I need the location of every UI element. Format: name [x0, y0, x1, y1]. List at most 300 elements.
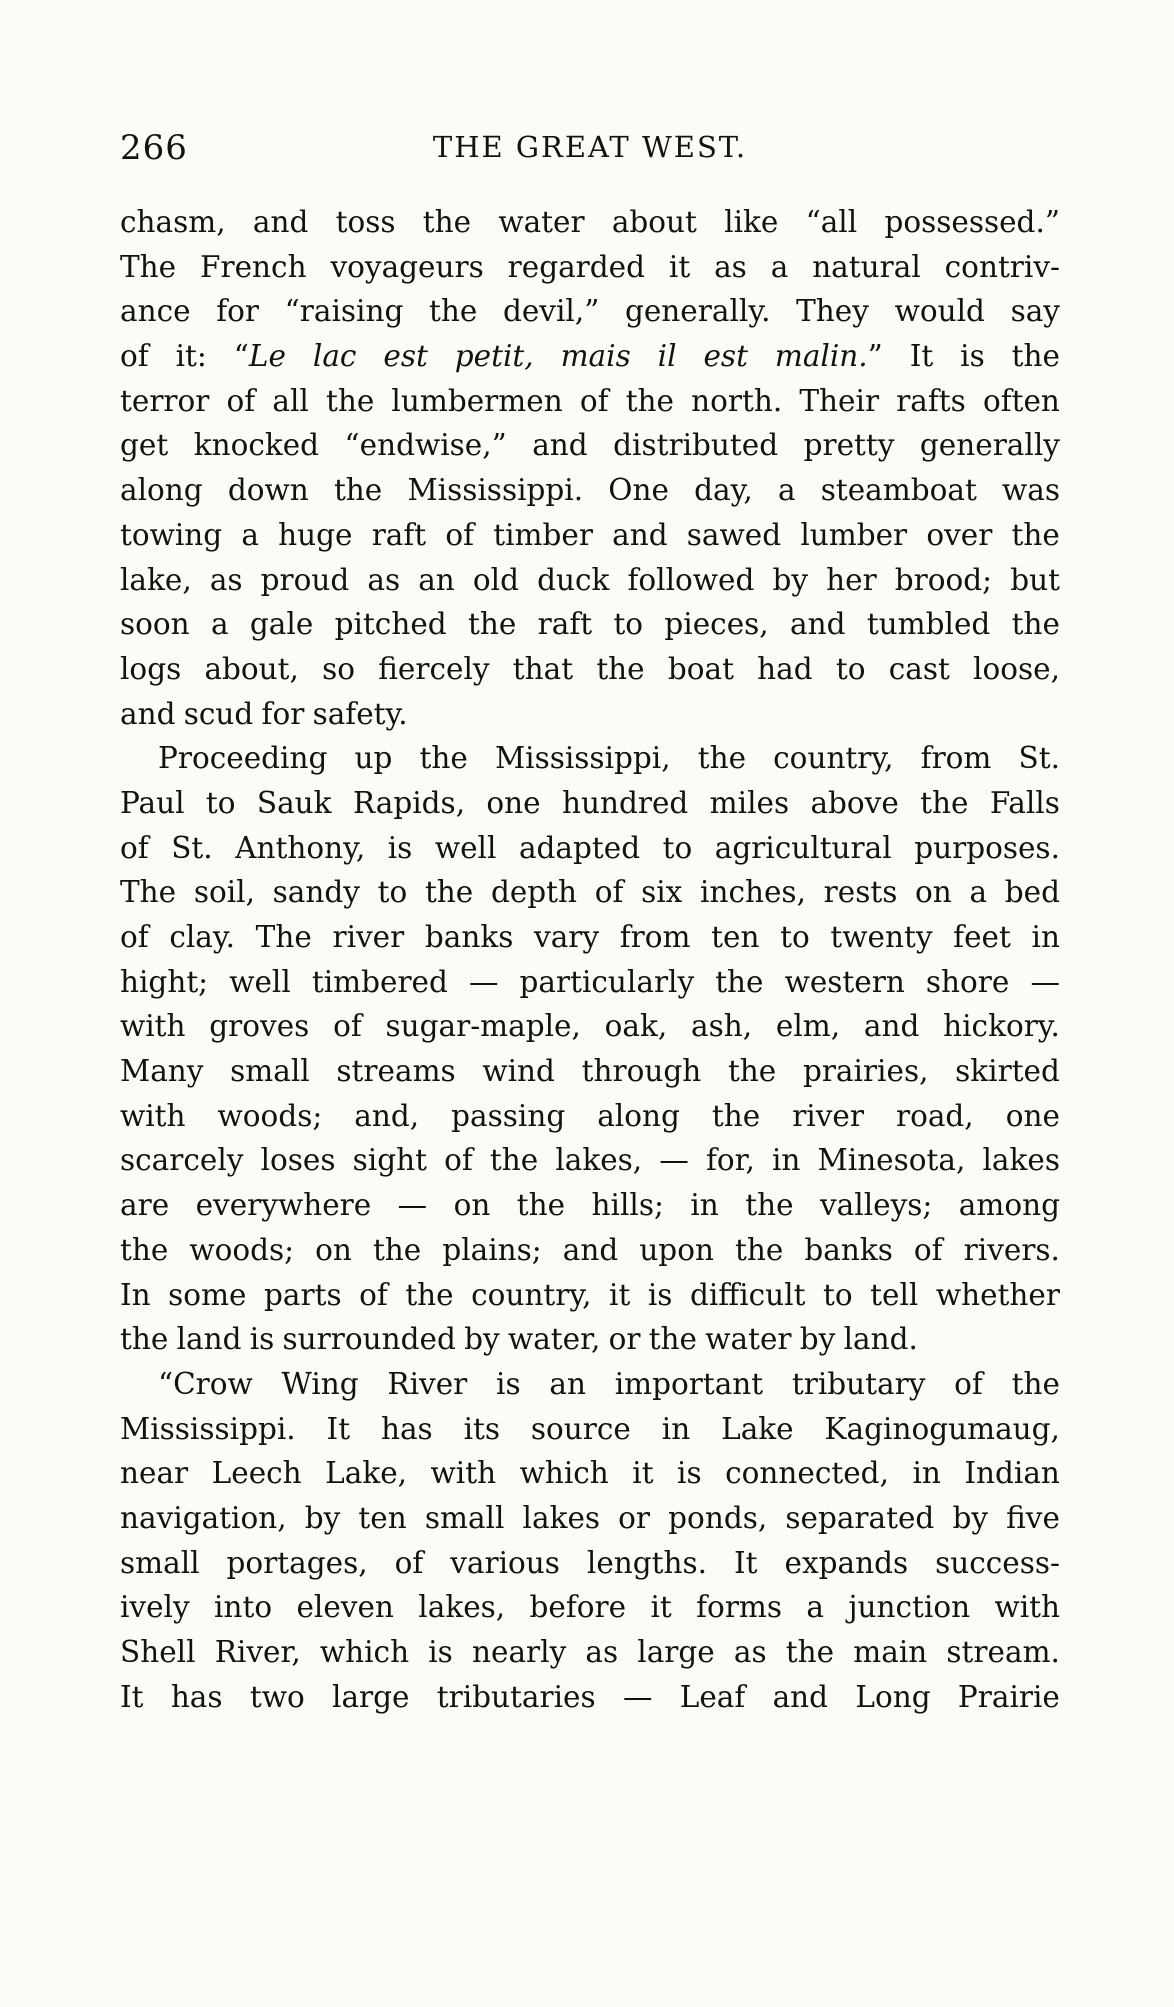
word: ponds, [668, 1500, 768, 1535]
word: Their [799, 383, 880, 418]
text-line [120, 245, 1060, 290]
word: hundred [561, 785, 689, 820]
text-line [120, 200, 1060, 245]
text-line [120, 289, 1060, 334]
word: important [614, 1366, 764, 1401]
text-line [120, 1094, 1060, 1139]
word: a [777, 473, 796, 508]
word: the [468, 607, 517, 642]
word: the [1011, 1366, 1060, 1401]
word: the [424, 875, 474, 910]
text-line [120, 781, 1060, 826]
word: generally. [624, 294, 771, 329]
word: clay. [169, 920, 236, 954]
running-title: THE GREAT WEST. [432, 130, 748, 164]
word: above [810, 785, 899, 820]
word: “Le [233, 339, 286, 374]
word: portages, [226, 1545, 368, 1580]
word: towing [120, 517, 223, 552]
text-line [120, 1451, 1060, 1496]
text-line [120, 1183, 1060, 1228]
word: with [430, 1456, 497, 1491]
word: various [450, 1545, 560, 1580]
word: proud [260, 562, 350, 597]
word: main [853, 1635, 928, 1669]
text-line [120, 1630, 1060, 1675]
word: the [333, 473, 383, 508]
word: woods; [189, 1232, 295, 1267]
text-line [120, 1362, 1060, 1407]
word: near [120, 1456, 189, 1491]
word: St. [1018, 741, 1060, 776]
word: lakes, [555, 1143, 643, 1178]
word: to [662, 830, 693, 865]
word: country, [773, 741, 894, 776]
word: It [734, 1545, 758, 1580]
word: and [612, 517, 668, 552]
word: Wing [281, 1366, 359, 1401]
word: ten [711, 920, 760, 954]
word: the [120, 1322, 169, 1357]
word: to [205, 785, 236, 820]
italic-word: mais [560, 339, 631, 374]
word: and [772, 1679, 829, 1714]
word: twenty [830, 920, 933, 954]
word: to [823, 1277, 853, 1312]
word: bed [1004, 875, 1060, 910]
word: river [332, 920, 405, 954]
word: of [120, 920, 149, 954]
word: is [249, 1322, 275, 1357]
word: possessed.” [884, 205, 1060, 239]
word: by [304, 1500, 341, 1535]
word: one [486, 785, 541, 820]
word: — [622, 1679, 653, 1714]
word: some [168, 1277, 247, 1312]
word: Leaf [679, 1679, 746, 1714]
word: whether [935, 1277, 1060, 1312]
text-line [120, 334, 1060, 379]
word: sugar-maple, [385, 1009, 581, 1044]
word: ten [358, 1500, 407, 1535]
text-line [120, 870, 1060, 915]
word: water, [507, 1322, 601, 1357]
word: by [952, 1500, 988, 1535]
word: like [724, 205, 779, 239]
word: lakes [522, 1500, 601, 1535]
word: stream. [946, 1635, 1060, 1669]
word: the [120, 1232, 169, 1267]
text-line [120, 423, 1060, 468]
word: valleys; [820, 1188, 933, 1223]
word: a [770, 249, 789, 284]
text-line [120, 1496, 1060, 1541]
word: elm, [775, 1009, 841, 1044]
italic-word: petit, [454, 339, 534, 374]
word: a [211, 607, 229, 642]
word: followed [627, 562, 755, 597]
word: get [120, 428, 169, 463]
word: loses [260, 1143, 336, 1178]
italic-word: Le [248, 339, 286, 374]
word: to [835, 651, 866, 686]
word: to [377, 875, 408, 910]
word: particularly [519, 964, 695, 999]
word: “Crow [158, 1366, 253, 1401]
word: connected, [725, 1456, 889, 1491]
italic-word: est [383, 339, 428, 374]
word: the [516, 1188, 566, 1223]
word: forms [696, 1590, 783, 1625]
word: all [272, 383, 309, 418]
text-line [120, 602, 1060, 647]
word: It [120, 1679, 144, 1714]
word: with [120, 1098, 186, 1133]
text-line [120, 647, 1060, 692]
word: loose, [973, 651, 1060, 686]
word: as [733, 1635, 767, 1669]
word: of [444, 1143, 473, 1178]
word: small [120, 1545, 200, 1580]
word: St. [171, 830, 213, 865]
word: chasm, [120, 205, 226, 239]
word: of [913, 1232, 943, 1267]
word: Paul [120, 785, 185, 820]
text-line [120, 1585, 1060, 1630]
word: sawed [686, 517, 782, 552]
word: often [982, 383, 1060, 418]
word: huge [278, 517, 353, 552]
text-line [120, 1138, 1060, 1183]
word: in [771, 1143, 801, 1178]
word: is [647, 1277, 673, 1312]
word: scarcely [120, 1143, 244, 1178]
word: are [120, 1188, 170, 1223]
word: everywhere [195, 1188, 372, 1223]
word: pieces, [664, 607, 769, 642]
word: the [596, 651, 645, 686]
word: the [405, 1277, 454, 1312]
word: had [757, 651, 813, 686]
word: rests [823, 875, 898, 910]
word: River, [214, 1635, 301, 1669]
word: passing [451, 1098, 566, 1133]
word: the [697, 741, 747, 776]
word: well [229, 964, 291, 999]
word: Proceeding [158, 741, 328, 776]
word: among [958, 1188, 1060, 1223]
word: the [1011, 517, 1060, 552]
italic-word: est [703, 339, 748, 374]
word: adapted [518, 830, 641, 865]
word: day, [694, 473, 753, 508]
word: of [394, 1545, 424, 1580]
word: by [799, 1322, 836, 1357]
word: in [661, 1411, 691, 1446]
word: five [1006, 1500, 1060, 1535]
word: Shell [120, 1635, 196, 1669]
word: — [659, 1143, 689, 1178]
word: It [326, 1411, 351, 1446]
word: raft [371, 517, 427, 552]
word: tributary [791, 1366, 926, 1401]
word: miles [709, 785, 790, 820]
word: water [705, 1322, 792, 1357]
word: expands [784, 1545, 909, 1580]
word: brood; [894, 562, 993, 597]
word: lake, [120, 562, 192, 597]
word: Lake [721, 1411, 794, 1446]
word: one [1005, 1098, 1060, 1133]
word: to [613, 607, 644, 642]
word: Mississippi. [407, 473, 584, 508]
word: ance [120, 294, 191, 329]
word: but [1010, 562, 1060, 597]
word: Lake, [325, 1456, 408, 1491]
word: and [863, 1009, 920, 1044]
word: of [594, 875, 624, 910]
word: Sauk [256, 785, 332, 820]
text-line [120, 1675, 1060, 1720]
word: duck [537, 562, 610, 597]
word: “all [805, 205, 858, 239]
text-line [120, 960, 1060, 1005]
word: with [120, 1009, 186, 1044]
word: is [428, 1635, 453, 1669]
word: sight [352, 1143, 427, 1178]
word: voyageurs [330, 249, 484, 284]
text-line [120, 1541, 1060, 1586]
word: it: [175, 339, 207, 374]
word: Falls [989, 785, 1060, 820]
word: western [784, 964, 905, 999]
word: six [641, 875, 683, 910]
word: as [714, 249, 747, 284]
word: Rapids, [352, 785, 466, 820]
word: on [453, 1188, 491, 1223]
word: regarded [507, 249, 645, 284]
word: for [216, 294, 260, 329]
text-line [120, 1049, 1060, 1094]
word: vary [534, 920, 600, 954]
word: of [120, 339, 149, 374]
word: is [677, 1456, 702, 1491]
word: from [619, 920, 691, 954]
word: the [419, 741, 468, 776]
word: The [255, 920, 312, 954]
word: separated [785, 1500, 935, 1535]
word: soon [120, 607, 190, 642]
word: ash, [691, 1009, 753, 1044]
word: lakes [982, 1143, 1060, 1178]
word: generally [919, 428, 1060, 463]
word: the [920, 785, 969, 820]
word: — [468, 964, 499, 999]
word: that [512, 651, 574, 686]
word: — [1030, 964, 1060, 999]
word: large [637, 1635, 715, 1669]
word: for [261, 696, 305, 731]
word: and [562, 1232, 619, 1267]
word: French [200, 249, 307, 284]
word: the [1011, 339, 1060, 374]
word: it [668, 249, 691, 284]
word: two [249, 1679, 305, 1714]
word: the [735, 1232, 784, 1267]
word: to [780, 920, 810, 954]
word: small [424, 1500, 505, 1535]
word: river [792, 1098, 864, 1133]
word: They [796, 294, 869, 329]
word: junction [848, 1590, 971, 1625]
word: inches, [700, 875, 806, 910]
word: devil,” [502, 294, 600, 329]
word: gale [249, 607, 314, 642]
word: of [445, 517, 475, 552]
word: rivers. [963, 1232, 1060, 1267]
word: hickory. [943, 1009, 1060, 1044]
word: as [367, 562, 401, 597]
word: with [994, 1590, 1060, 1625]
word: surrounded [282, 1322, 456, 1357]
word: Leech [211, 1456, 302, 1491]
word: so [322, 651, 356, 686]
text-line [120, 468, 1060, 513]
word: rafts [896, 383, 966, 418]
word: depth [490, 875, 578, 910]
word: before [529, 1590, 627, 1625]
word: or [618, 1500, 651, 1535]
text-line [120, 379, 1060, 424]
word: about [611, 205, 697, 239]
word: and [252, 205, 309, 239]
word: the [422, 205, 472, 239]
word: the [711, 1098, 761, 1133]
word: country, [471, 1277, 592, 1312]
word: and, [354, 1098, 420, 1133]
word: would [894, 294, 985, 329]
word: the [325, 383, 375, 418]
word: steamboat [820, 473, 977, 508]
word: which [519, 1456, 609, 1491]
word: the [715, 964, 764, 999]
word: safety. [312, 696, 408, 731]
word: tell [870, 1277, 919, 1312]
word: it [632, 1456, 654, 1491]
word: is [960, 339, 985, 374]
word: Minesota, [817, 1143, 966, 1178]
word: it [609, 1277, 631, 1312]
word: One [608, 473, 669, 508]
word: the [785, 1635, 835, 1669]
word: logs [120, 651, 182, 686]
word: the [429, 294, 478, 329]
text-line [120, 513, 1060, 558]
word: toss [335, 205, 396, 239]
word: hills; [591, 1188, 664, 1223]
word: cast [888, 651, 950, 686]
word: on [915, 875, 952, 910]
word: the [648, 1322, 698, 1357]
word: a [969, 875, 988, 910]
word: a [806, 1590, 824, 1625]
word: agricultural [714, 830, 892, 865]
word: in [912, 1456, 941, 1491]
word: in [690, 1188, 719, 1223]
text-line [120, 1407, 1060, 1452]
word: has [170, 1679, 223, 1714]
word: the [489, 1143, 539, 1178]
word: shore [925, 964, 1010, 999]
text-line [120, 692, 1060, 737]
word: has [380, 1411, 433, 1446]
word: and [532, 428, 588, 463]
word: scud [183, 696, 254, 731]
word: feet [953, 920, 1011, 954]
word: malin.” [774, 339, 883, 374]
word: tributaries [436, 1679, 596, 1714]
word: up [354, 741, 393, 776]
word: water [498, 205, 585, 239]
word: from [920, 741, 992, 776]
word: land. [843, 1322, 918, 1357]
word: success- [935, 1545, 1060, 1580]
word: lumber [800, 517, 908, 552]
word: by [464, 1322, 500, 1357]
word: an [418, 562, 455, 597]
text-line [120, 1273, 1060, 1318]
word: which [319, 1635, 410, 1669]
word: about, [204, 651, 299, 686]
word: was [1002, 473, 1060, 508]
word: ively [120, 1590, 190, 1625]
body-text [120, 200, 1060, 1719]
word: source [530, 1411, 631, 1446]
word: streams [336, 1054, 456, 1089]
word: boat [667, 651, 734, 686]
word: large [332, 1679, 410, 1714]
italic-word: lac [312, 339, 357, 374]
word: difficult [689, 1277, 806, 1312]
word: The [120, 875, 177, 910]
word: into [214, 1590, 273, 1625]
word: It [909, 339, 934, 374]
word: its [463, 1411, 501, 1446]
word: is [387, 830, 413, 865]
word: of [579, 383, 609, 418]
word: plains; [442, 1232, 542, 1267]
word: is [496, 1366, 521, 1401]
text-line [120, 915, 1060, 960]
word: of [226, 383, 256, 418]
word: skirted [955, 1054, 1060, 1089]
word: of [120, 830, 149, 865]
word: old [472, 562, 519, 597]
text-line [120, 1317, 1060, 1362]
word: the [625, 383, 674, 418]
word: an [549, 1366, 586, 1401]
word: down [227, 473, 309, 508]
word: oak, [604, 1009, 668, 1044]
word: groves [209, 1009, 310, 1044]
word: distributed [613, 428, 779, 463]
word: “raising [284, 294, 404, 329]
word: timber [493, 517, 593, 552]
word: north. [691, 383, 783, 418]
word: land [176, 1322, 242, 1357]
word: her [826, 562, 877, 597]
word: as [209, 562, 243, 597]
